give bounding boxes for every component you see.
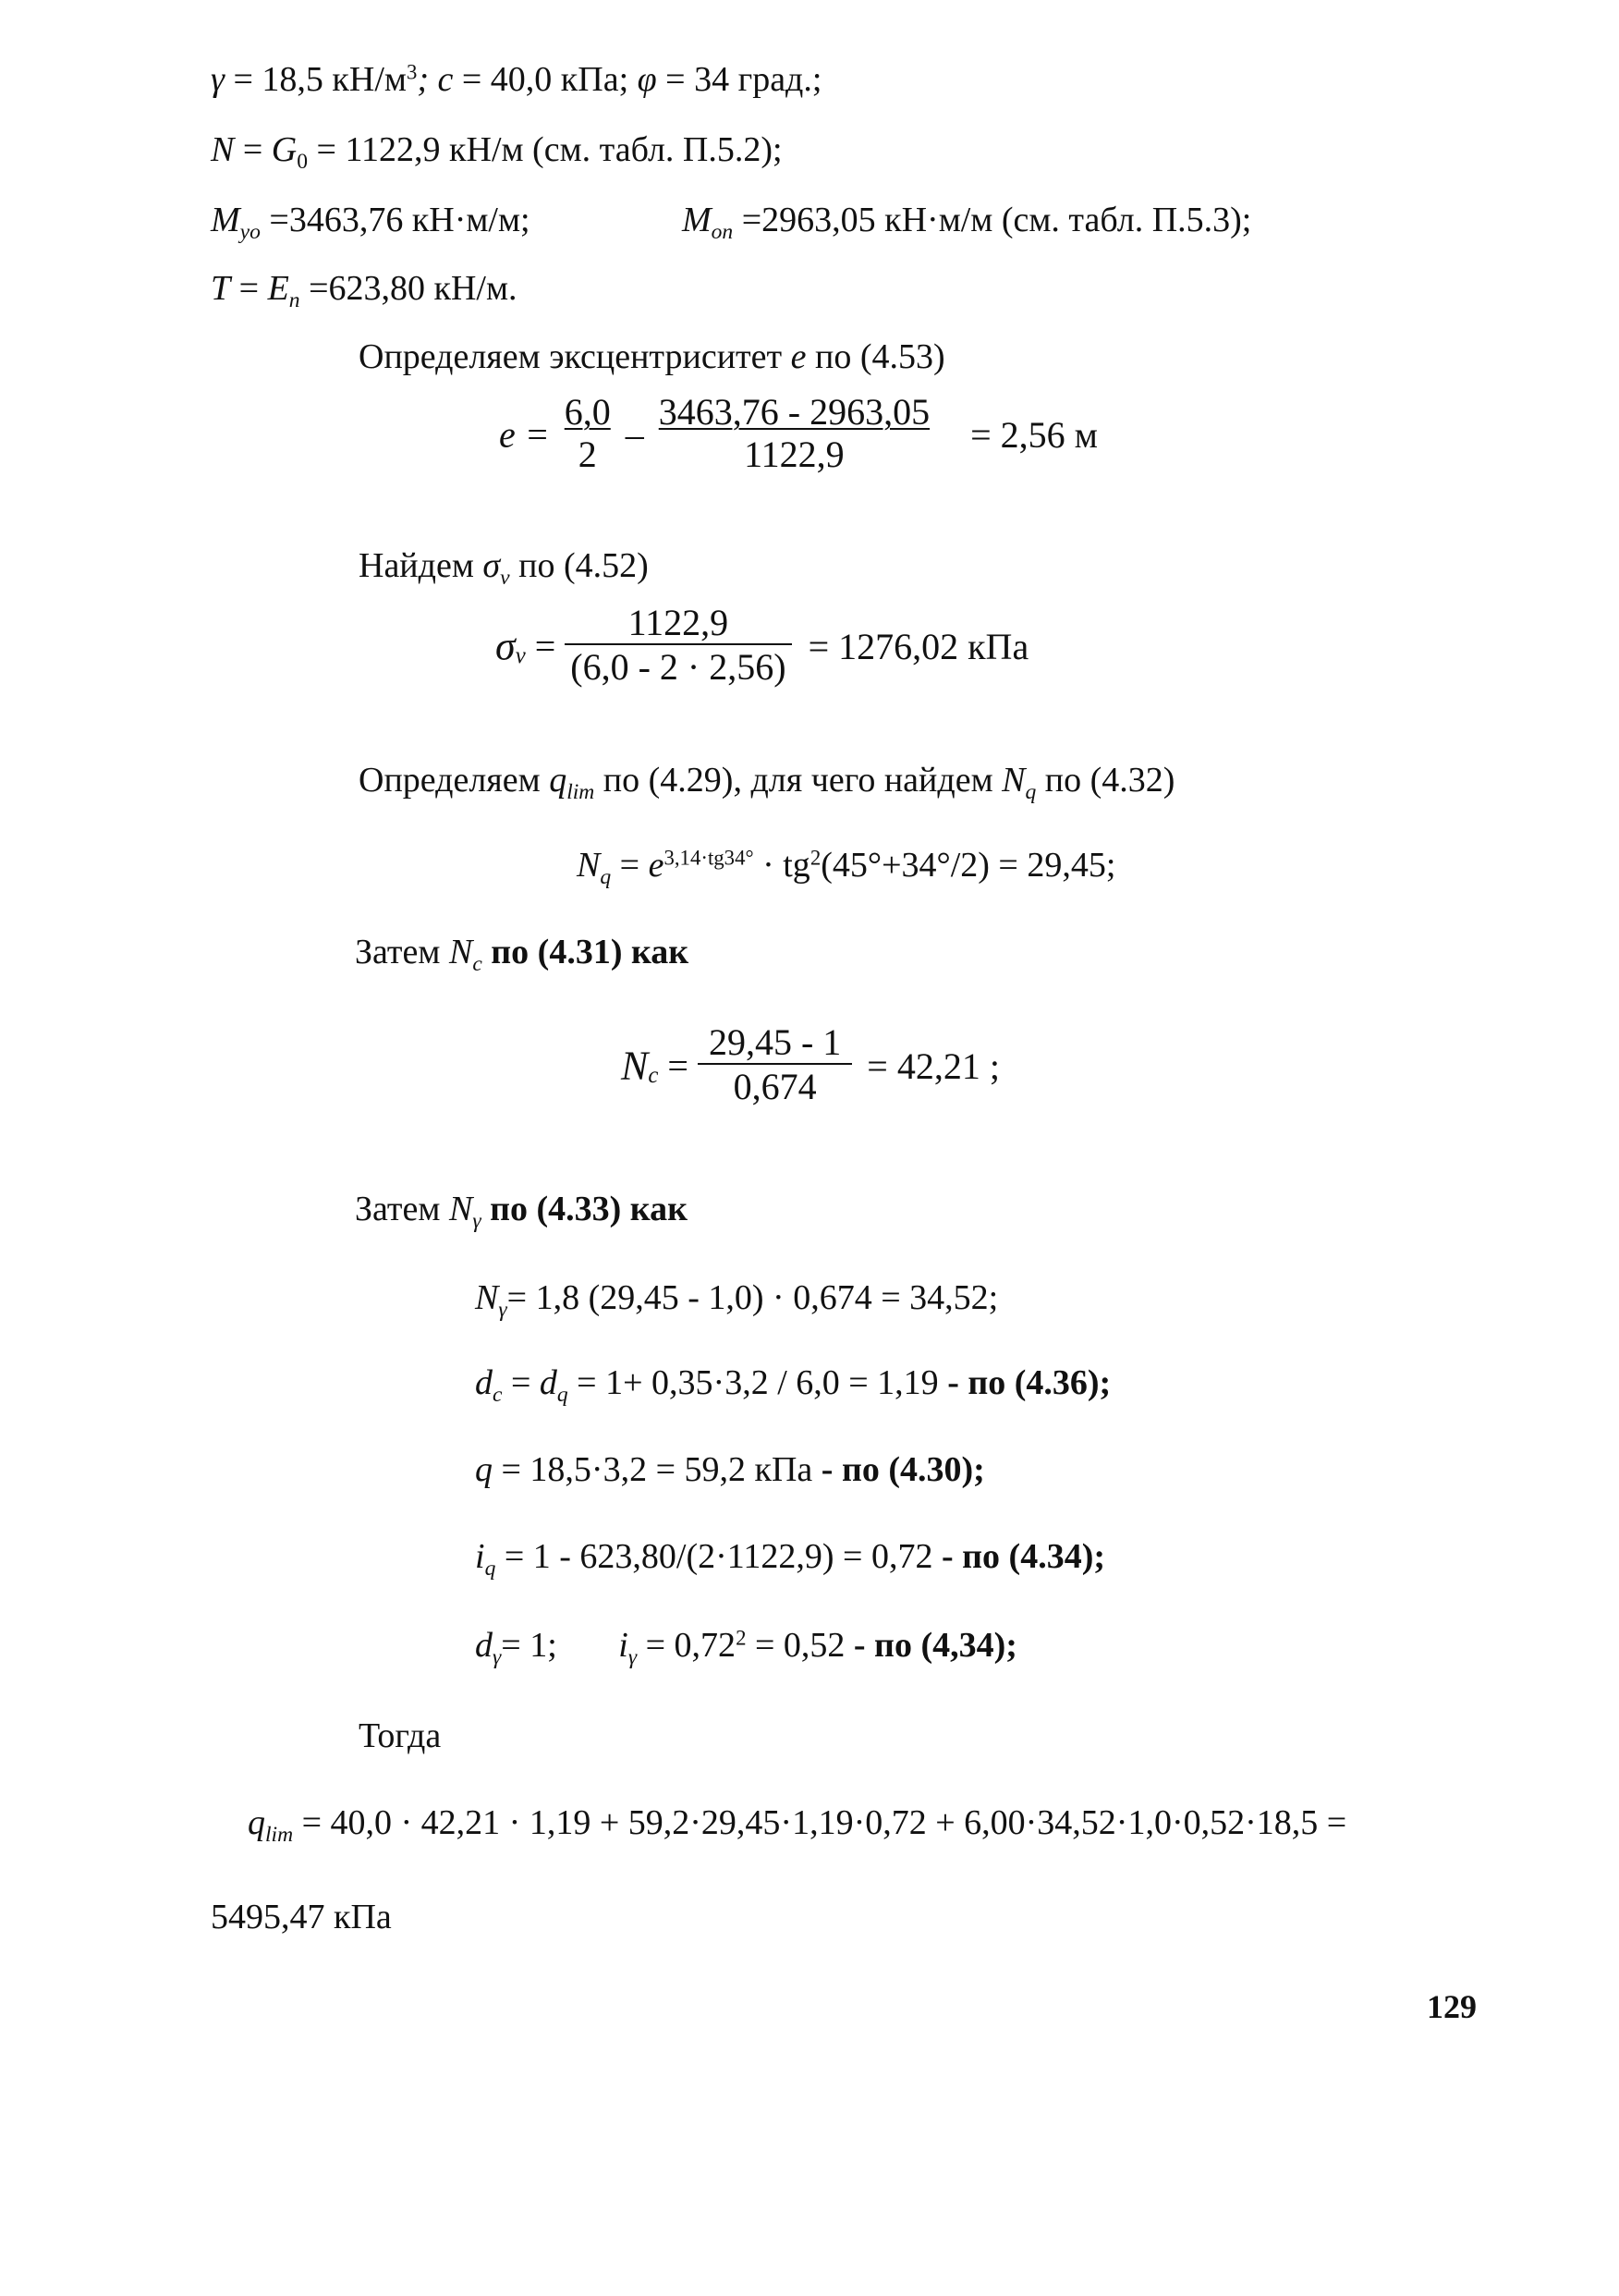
nc-intro-symbol: N [448,933,473,971]
igamma-value-b: = 0,52 [746,1626,854,1665]
ngamma-subscript: γ [498,1298,507,1323]
given-line-gamma [211,57,822,102]
ngamma-intro-subscript: γ [472,1209,481,1234]
then-label: Тогда [359,1716,442,1755]
nc-intro-text-a: Затем [355,933,449,971]
ecc-minus: – [625,413,644,456]
iq-row [475,1534,1105,1582]
qlim-intro-nq-subscript: q [1025,780,1037,805]
nc-result: = 42,21 ; [867,1044,1000,1087]
sigma-lhs-subscript: v [515,642,526,668]
ecc-fraction-1-denominator: 2 [578,434,597,475]
sigma-result: = 1276,02 кПа [808,625,1029,667]
page-number: 129 [1427,1988,1477,2025]
sigma-formula [495,603,1029,690]
qlim-intro-text-a: Определяем [359,761,550,800]
cohesion-symbol: ; c [417,60,454,99]
dgamma-value: = 1; [501,1626,619,1665]
iq-symbol: i [475,1537,485,1576]
ecc-fraction-2-numerator: 3463,76 - 2963,05 [658,391,931,433]
ecc-intro-text-b: по (4.53) [806,337,945,376]
nc-equals: = [658,1044,688,1087]
dc-reference: - по (4.36); [947,1363,1112,1402]
nq-formula [577,843,1116,890]
nq-e-symbol: e [648,846,664,885]
nq-tail-exponent: 2 [810,846,822,870]
sigma-fraction-denominator: (6,0 - 2 · 2,56) [570,646,786,688]
nc-intro-text-b: по (4.31) как [481,933,689,971]
nc-symbol: N [621,1043,649,1089]
sigma-intro-text-a: Найдем [359,546,483,585]
sigma-intro [359,543,649,591]
ecc-intro-text-a: Определяем эксцентриситет [359,337,791,376]
ecc-fraction-2 [653,392,935,477]
sigma-fraction [565,603,791,690]
sigma-lhs-symbol: σ [495,623,516,669]
q-value: = 18,5·3,2 = 59,2 кПа [493,1450,822,1489]
nq-equals: = [611,846,649,885]
ngamma-intro-symbol: N [448,1190,473,1228]
final-formula [248,1801,1347,1848]
igamma-reference: - по (4,34); [853,1626,1017,1665]
final-qlim-symbol: q [248,1803,265,1842]
dc-symbol: d [475,1363,493,1402]
mon-value: =2963,05 кН·м/м (см. табл. П.5.3); [733,201,1252,239]
dq-symbol: d [539,1363,557,1402]
mon-symbol: M [682,201,712,239]
igamma-symbol: i [618,1626,628,1665]
sigma-intro-subscript: v [500,566,510,591]
dc-row [475,1361,1112,1408]
nc-fraction-denominator: 0,674 [733,1066,817,1107]
given-line-moments [211,198,530,245]
en-subscript: n [288,288,300,313]
qlim-intro [359,758,1175,805]
given-line-t [211,266,517,311]
gamma-symbol: γ [211,60,225,99]
ngamma-symbol: N [475,1278,499,1317]
myo-symbol: M [211,201,240,239]
sigma-equals: = [525,625,556,667]
iq-value: = 1 - 623,80/(2·1122,9) = 0,72 [495,1537,942,1576]
final-qlim-subscript: lim [265,1823,294,1848]
gamma-value: = 18,5 кН/м [224,60,407,99]
phi-value: = 34 град.; [656,60,822,99]
t-symbol: T [211,269,231,308]
nq-tail-b: (45°+34°/2) = 29,45; [821,846,1116,885]
gamma-unit-exponent: 3 [406,60,418,84]
ecc-intro-symbol: e [790,337,807,376]
igamma-exponent: 2 [736,1626,747,1650]
dgamma-symbol: d [475,1626,493,1665]
nq-subscript: q [600,865,612,890]
t-equals: = [230,269,268,308]
ngamma-row [475,1276,999,1323]
dgamma-subscript: γ [493,1645,502,1670]
dq-subscript: q [556,1383,568,1408]
igamma-subscript: γ [627,1645,638,1670]
en-value: =623,80 кН/м. [299,269,517,308]
nc-fraction-numerator: 29,45 - 1 [698,1022,852,1065]
mon-subscript: on [711,220,734,245]
nc-intro [355,930,689,977]
myo-subscript: yo [239,220,261,245]
ecc-fraction-1 [559,392,616,477]
dc-value: = 1+ 0,35·3,2 / 6,0 = 1,19 [567,1363,948,1402]
qlim-intro-text-c: по (4.32) [1036,761,1175,800]
q-reference: - по (4.30); [821,1450,985,1489]
g0-symbol: G [271,130,298,169]
given-line-mon [682,198,1252,245]
sigma-intro-text-b: по (4.52) [509,546,649,585]
ecc-lhs: e = [499,413,550,456]
q-row [475,1447,985,1492]
nc-formula [621,1022,1000,1109]
iq-reference: - по (4.34); [941,1537,1105,1576]
qlim-intro-nq-symbol: N [1002,761,1026,800]
qlim-intro-text-b: по (4.29), для чего найдем [594,761,1003,800]
phi-symbol: φ [637,60,657,99]
sigma-intro-symbol: σ [482,546,501,585]
ecc-fraction-2-denominator: 1122,9 [744,434,845,475]
final-result: 5495,47 кПа [211,1898,392,1936]
nc-intro-subscript: c [472,952,482,977]
ngamma-intro-text-b: по (4.33) как [481,1190,688,1228]
ecc-result: = 2,56 м [970,413,1098,456]
cohesion-value: = 40,0 кПа; [453,60,638,99]
given-line-n [211,128,783,175]
ngamma-intro-text-a: Затем [355,1190,449,1228]
dgamma-row [475,1623,1017,1670]
ngamma-value: = 1,8 (29,45 - 1,0) · 0,674 = 34,52; [506,1278,999,1317]
n-equals: = [234,130,272,169]
ngamma-intro [355,1187,688,1234]
q-symbol: q [475,1450,493,1489]
nq-symbol: N [577,846,601,885]
nq-exponent: 3,14·tg34° [663,846,754,870]
en-symbol: E [267,269,289,308]
nq-tail: · tg [753,846,810,885]
nc-fraction [698,1022,852,1109]
final-expression: = 40,0 · 42,21 · 1,19 + 59,2·29,45·1,19·0,72 + 6,00·34,52·1,0·0,52·18,5 = [293,1803,1347,1842]
iq-subscript: q [484,1557,496,1582]
ecc-intro [359,335,945,379]
myo-value: =3463,76 кН·м/м; [260,201,530,239]
qlim-intro-symbol: q [549,761,567,800]
g0-subscript: 0 [297,150,309,175]
qlim-intro-subscript: lim [566,780,595,805]
igamma-value: = 0,72 [637,1626,736,1665]
nc-subscript: c [648,1062,659,1088]
ecc-formula [499,392,1098,477]
n-symbol: N [211,130,235,169]
ecc-fraction-1-numerator: 6,0 [564,391,611,433]
n-value: = 1122,9 кН/м (см. табл. П.5.2); [308,130,783,169]
dq-equals: = [502,1363,540,1402]
dc-subscript: c [493,1383,503,1408]
sigma-fraction-numerator: 1122,9 [565,603,791,645]
